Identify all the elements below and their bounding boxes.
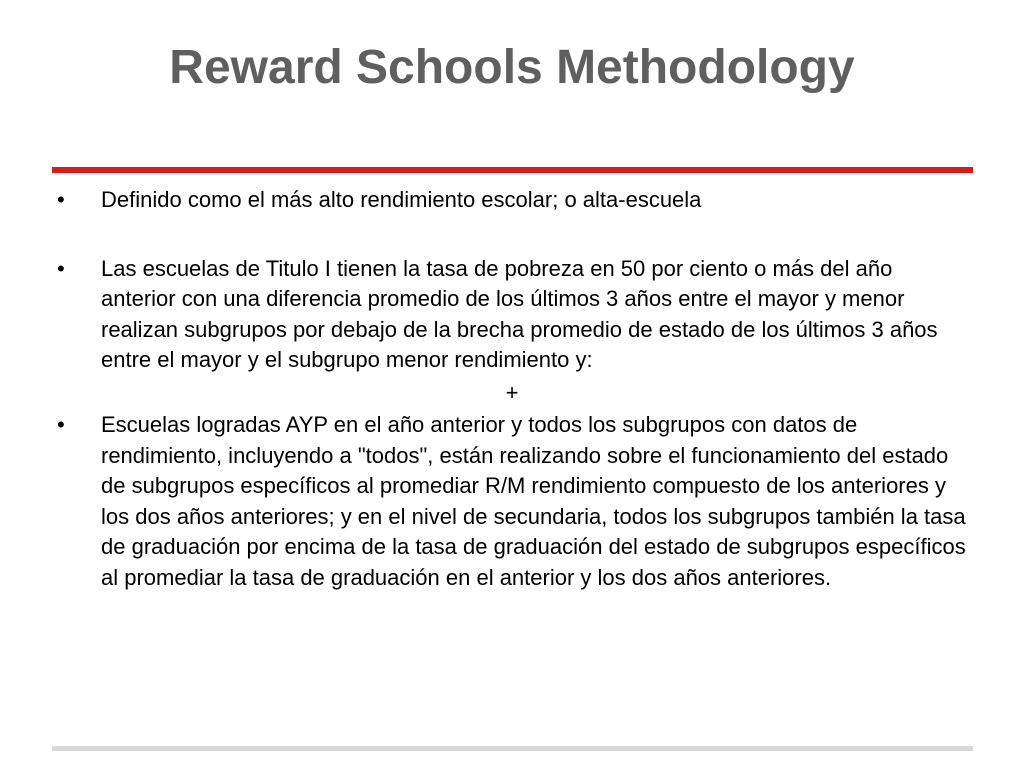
slide-title: Reward Schools Methodology (169, 41, 855, 94)
title-divider (52, 167, 973, 173)
footer-divider (52, 746, 973, 751)
bullet-text: Las escuelas de Titulo I tienen la tasa de pobreza en 50 por ciento o más del año anterior con una diferencia promedio de los últimos 3 años entre el mayor y menor realizan subgrupos por debajo de la brecha promedio de estado de los últimos 3 años entre el mayor y el subgrupo menor rendimiento y: (101, 255, 938, 372)
bullet-marker: • (57, 412, 65, 437)
bullet-text: Definido como el más alto rendimiento escolar; o alta-escuela (101, 187, 702, 212)
bullet-item (57, 254, 972, 376)
plus-connector: + (505, 379, 519, 405)
bullet-text: Escuelas logradas AYP en el año anterior y todos los subgrupos con datos de rendimiento, incluyendo a "todos", están realizando sobre el funcionamiento del estado de subgrupos específicos al promediar R/M rendimiento compuesto de los anteriores y los dos años anteriores; y en el nivel de secundaria, todos los subgrupos también la tasa de graduación por encima de la tasa de graduación del estado de subgrupos específicos al promediar la tasa de graduación en el anterior y los dos años anteriores. (101, 412, 966, 590)
bullet-item (57, 185, 972, 216)
bullet-marker: • (57, 255, 65, 281)
slide-body (57, 185, 972, 593)
bullet-item (57, 410, 972, 593)
bullet-marker: • (57, 187, 65, 212)
